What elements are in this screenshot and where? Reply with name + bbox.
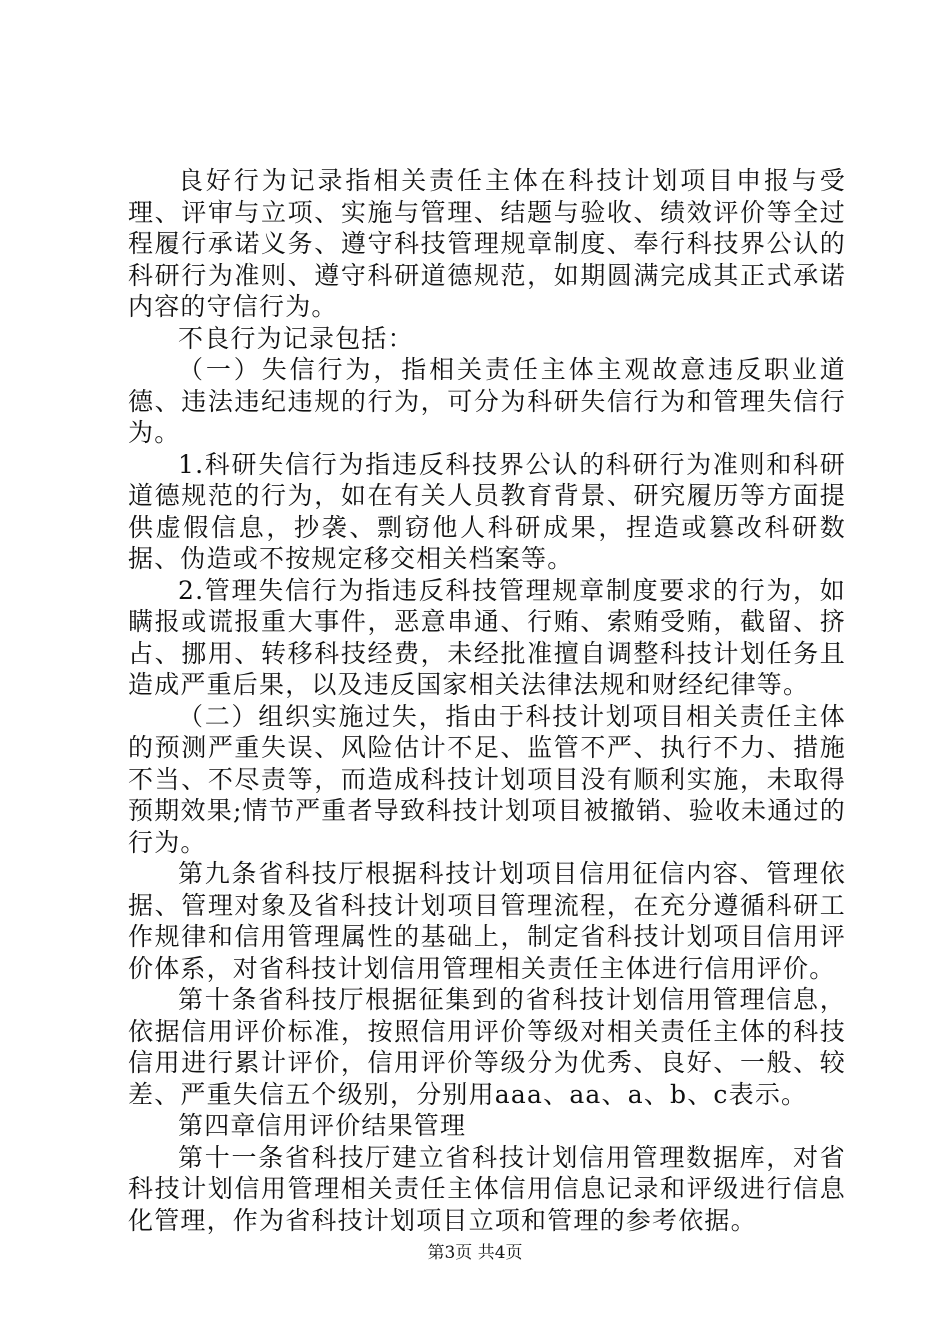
paragraph-bad-behavior-intro: 不良行为记录包括： [178, 323, 414, 353]
paragraph-research-dishonesty: 1.科研失信行为指违反科技界公认的科研行为准则和科研道德规范的行为，如在有关人员教育背景、研究履历等方面提供虚假信息，抄袭、剽窃他人科研成果，捏造或篡改科研数据、伪造或不按规定移交相关档案等。 [128, 449, 846, 573]
chapter-heading: 第四章信用评价结果管理 [178, 1111, 467, 1140]
page-number-footer: 第3页 共4页 [427, 1243, 523, 1263]
paragraph-dishonesty: （一）失信行为，指相关责任主体主观故意违反职业道德、违法违纪违规的行为，可分为科研失信行为和管理失信行为。 [128, 355, 846, 447]
document-body [128, 165, 846, 1236]
paragraph-article-11: 第十一条省科技厅建立省科技计划信用管理数据库，对省科技计划信用管理相关责任主体信用信息记录和评级进行信息化管理，作为省科技计划项目立项和管理的参考依据。 [128, 1142, 846, 1235]
paragraph-good-behavior: 良好行为记录指相关责任主体在科技计划项目申报与受理、评审与立项、实施与管理、结题与验收、绩效评价等全过程履行承诺义务、遵守科技管理规章制度、奉行科技界公认的科研行为准则、遵守科研道德规范，如期圆满完成其正式承诺内容的守信行为。 [128, 166, 846, 321]
paragraph-article-10: 第十条省科技厅根据征集到的省科技计划信用管理信息，依据信用评价标准，按照信用评价等级对相关责任主体的科技信用进行累计评价，信用评价等级分为优秀、良好、一般、较差、严重失信五个级别，分别用aaa、aa、a、b、c表示。 [128, 985, 846, 1109]
paragraph-article-9: 第九条省科技厅根据科技计划项目信用征信内容、管理依据、管理对象及省科技计划项目管理流程，在充分遵循科研工作规律和信用管理属性的基础上，制定省科技计划项目信用评价体系，对省科技计划信用管理相关责任主体进行信用评价。 [128, 859, 846, 983]
paragraph-management-dishonesty: 2.管理失信行为指违反科技管理规章制度要求的行为，如瞒报或谎报重大事件，恶意串通、行贿、索贿受贿，截留、挤占、挪用、转移科技经费，未经批准擅自调整科技计划任务且造成严重后果，以及违反国家相关法律法规和财经纪律等。 [128, 575, 846, 699]
paragraph-implementation-fault: （二）组织实施过失，指由于科技计划项目相关责任主体的预测严重失误、风险估计不足、监管不严、执行不力、措施不当、不尽责等，而造成科技计划项目没有顺利实施，未取得预期效果;情节严重者导致科技计划项目被撤销、验收未通过的行为。 [128, 701, 846, 857]
